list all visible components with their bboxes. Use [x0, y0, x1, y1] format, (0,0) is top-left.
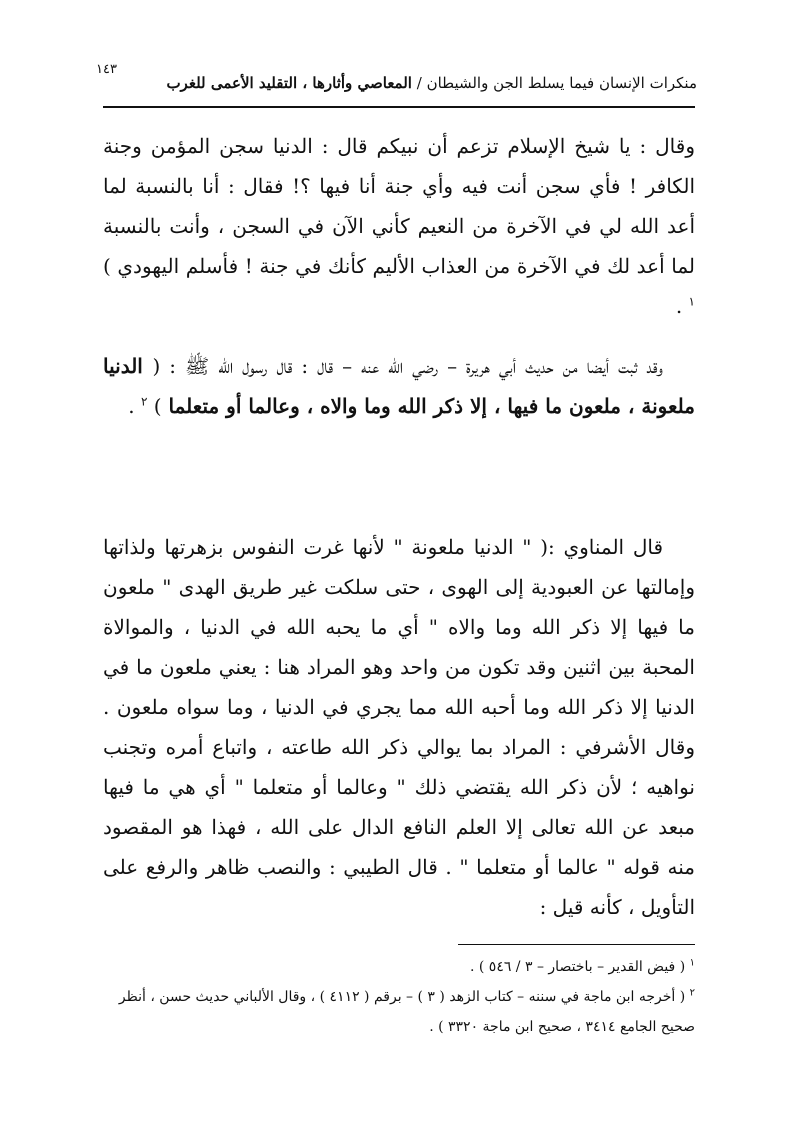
paragraph-2-close: ) [153, 394, 162, 418]
footnote-2-text: ( أخرجه ابن ماجة في سننه – كتاب الزهد ( ٣ ) – برقم ( ٤١١٢ ) ، وقال الألباني حديث حسن ، أنظر صحيح الجامع ٣٤١٤ ، صحيح ابن ماجة ٣٣٢٠ ) . [118, 989, 695, 1035]
footnote-1 [103, 952, 695, 982]
header-separator: / [411, 74, 427, 92]
paragraph-3-text: قال المناوي :( " الدنيا ملعونة " لأنها غرت النفوس بزهرتها ولذاتها وإمالتها عن العبودية إلى الهوى ، حتى سلكت غير طريق الهدى " ملعون ما فيها إلا ذكر الله وما والاه " أي ما يحبه الله في الدنيا ، والموالاة المحبة بين اثنين وقد تكون من واحد وهو المراد هنا : يعني ملعون ما في الدنيا إلا ذكر الله وما أحبه الله مما يجري في الدنيا ، وما سواه ملعون . وقال الأشرفي : المراد بما يوالي ذكر الله طاعته ، واتباع أمره وتجنب نواهيه ؛ لأن ذكر الله يقتضي ذلك " وعالما أو متعلما " أي هي ما فيها مبعد عن الله تعالى إلا العلم النافع الدال على الله ، فهذا هو المقصود منه قوله " عالما أو متعلما " . قال الطيبي : والنصب ظاهر والرفع على التأويل ، كأنه قيل : [103, 535, 695, 919]
footnote-divider [458, 944, 695, 945]
paragraph-1-text: وقال : يا شيخ الإسلام تزعم أن نبيكم قال : الدنيا سجن المؤمن وجنة الكافر ! فأي سجن أنت فيه وأي جنة أنا فيها ؟! فقال : أنا بالنسبة لما أعد الله لي في الآخرة من النعيم كأني الآن في السجن ، وأنت بالنسبة لما أعد لك في الآخرة من العذاب الأليم كأنك في جنة ! فأسلم اليهودي ) [103, 134, 695, 278]
footnote-1-text: ( فيض القدير – باختصار – ٣ / ٥٤٦ ) . [469, 959, 686, 975]
paragraph-1-end: . [675, 294, 689, 318]
footnote-ref-2: ٢ [140, 394, 148, 409]
footnotes [103, 952, 695, 1042]
hadith-text: الدنيا ملعونة ، ملعون ما فيها ، إلا ذكر الله وما والاه ، وعالما أو متعلما [103, 354, 695, 418]
running-header [166, 74, 697, 92]
paragraph-2-end: . [128, 394, 141, 418]
footnote-1-number: ١ [689, 957, 695, 969]
paragraph-3 [103, 527, 695, 927]
paragraph-2 [103, 346, 695, 426]
paragraph-1 [103, 126, 695, 326]
page-number: ١٤٣ [96, 62, 117, 77]
header-divider [103, 106, 695, 108]
paragraph-2-intro: وقد ثبت أيضا من حديث أبي هريرة – رضي الله عنه – قال : قال رسول الله ﷺ : ( [152, 354, 663, 378]
footnote-2 [103, 982, 695, 1042]
footnote-ref-1: ١ [688, 294, 695, 309]
header-chapter-title: المعاصي وأثارها ، التقليد الأعمى للغرب [166, 74, 412, 92]
footnote-2-number: ٢ [689, 987, 695, 999]
header-book-title: منكرات الإنسان فيما يسلط الجن والشيطان [426, 74, 697, 92]
